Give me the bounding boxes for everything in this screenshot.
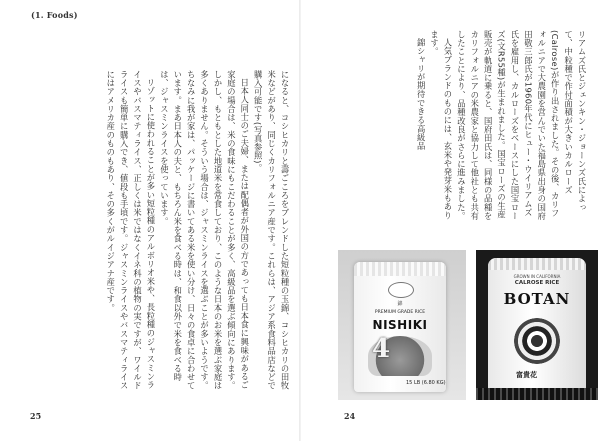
page-number-left: 25 [30, 411, 42, 421]
bag-top-seam [354, 262, 446, 276]
peony-flower-icon [514, 318, 560, 364]
paragraph: リアムズ氏とジェンキン・ジョーンズ氏によって、中粒種で作付面積が大きいカルローズ(Calrose)が作り出されました。その後、カリフォルニアで大農園を営んでいた福島県出身の国府田敬三郎氏が1960年代にヒュー・ウイリアムズ氏を雇用し、カルローズをベースにした国宝ローズ(文R55種)が生まれました。国宝ローズの生産販売が軌道に乗ると、国府田氏は、同様の品種をカリフォルニアの米農家と協力して他社とも共有したことにより、品種改良がさらに進みました。 [456, 30, 587, 221]
paragraph: 錦シャリが期待できる高級品 [416, 38, 427, 151]
botan-rice-photo [476, 250, 598, 400]
bag-grade-label: PREMIUM GRADE RICE [374, 310, 426, 315]
nishiki-rice-photo [338, 250, 466, 400]
paragraph: になると、コシヒカリと壽ごころをブレンドした短粒種の玉錦、コシヒカリの田牧米などがあり、同じくカリフォルニア産です。これらは、アジア系食料品店などで購入可能です(写真参照)。 [253, 70, 290, 391]
bag-brand-name: BOTAN [503, 290, 571, 308]
bag-top-seam [488, 258, 586, 270]
bag-kanji: 富貴花 [516, 371, 537, 379]
left-page-body [6, 70, 291, 392]
bag-tagline: GROWN IN CALIFORNIA [513, 274, 561, 279]
brand-seal-icon [388, 282, 414, 298]
bag-brand-name: NISHIKI [372, 318, 428, 332]
paragraph: 日本人同士のご夫婦、または配偶者が外国の方であっても日本食に興味があるご家庭の場合は、米の食味にもこだわることが多く、高級品を選ぶ傾向にあります。しかし、もともとした地道米を常食しており、このような日本のお米を選ぶ家庭は多くありません。そういう場合は、ジャスミンライスを選ぶことが多いようです。ちなみに我が家は、パッケージに書いてある米を使い分け、日々の食卓に合わせています。まあ日本人の夫と、もちろん米を食べる時は、和食以外で米を食べる時は、ジャスミンライスを使っています。 [159, 70, 250, 391]
paragraph: 人気ブランドのものには、玄米や発芽米もあります。 [429, 30, 453, 220]
bag-sub-label: CALROSE RICE [514, 280, 560, 286]
store-shelf [476, 388, 598, 400]
right-page-body [338, 30, 588, 225]
bag-big-mark: 4 [372, 334, 391, 364]
bag-kanji: 錦 [397, 301, 403, 307]
rice-bag-botan [488, 258, 586, 394]
page-number-right: 24 [344, 411, 356, 421]
rice-bag-nishiki [354, 262, 446, 392]
paragraph: リゾットに使われることが多い短粒種のアルボリオ米や、長粒種のジャスミンライスやバスマティライス、正しくは米ではなくイネ科の植物の実ですが、ワイルドライスも簡単に購入でき、値段も手頃です。ジャスミンライスやバスマティライスにはアメリカ産のものもあり、その多くがルイジアナ産です。 [105, 70, 156, 391]
right-page [300, 0, 600, 441]
running-head: (1. Foods) [31, 10, 78, 20]
bag-weight-label: 15 LB (6.80 KG) [406, 380, 446, 386]
